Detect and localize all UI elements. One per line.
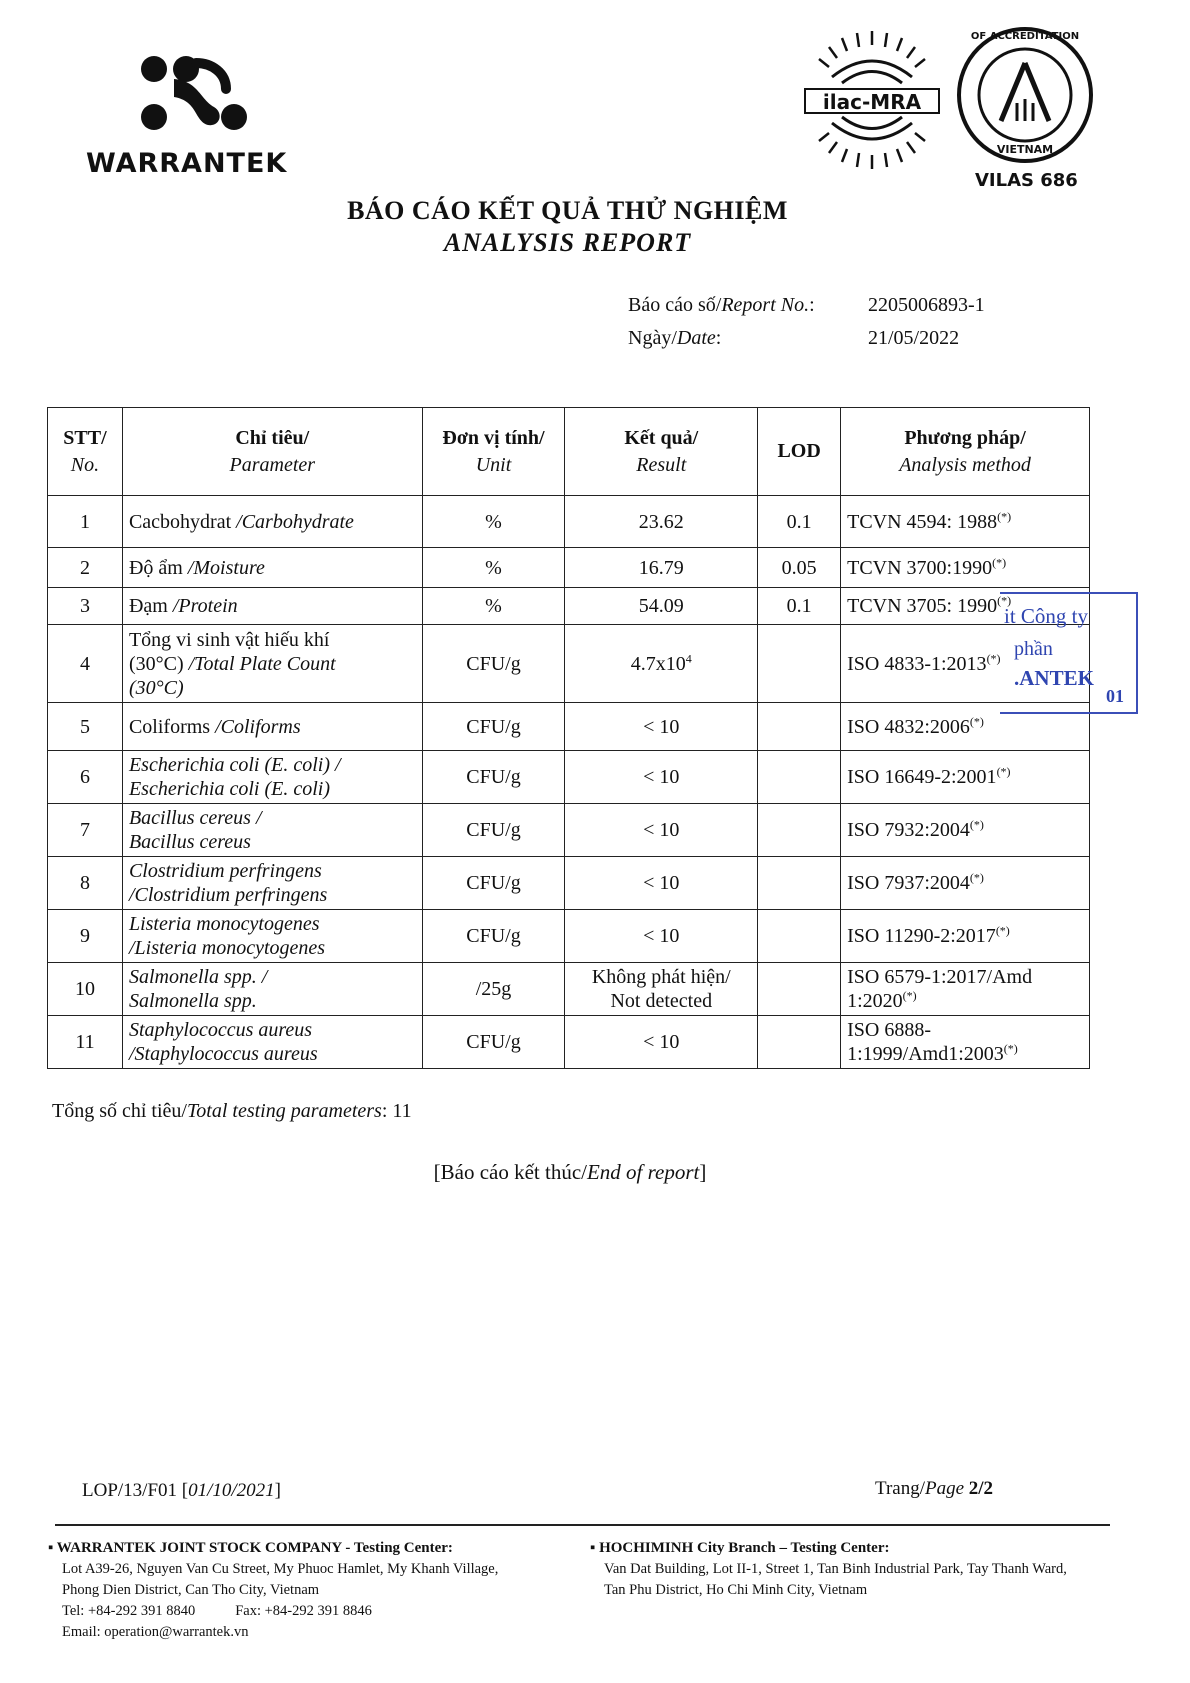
end-of-report: [Báo cáo kết thúc/End of report] [433, 1160, 707, 1184]
row-result: < 10 [565, 910, 758, 963]
header-unit: Đơn vị tính/ Unit [422, 408, 565, 496]
row-method: ISO 4832:2006(*) [841, 703, 1090, 751]
page-number: Trang/Page 2/2 [875, 1478, 994, 1499]
row-unit: % [422, 496, 565, 548]
row-method: TCVN 4594: 1988(*) [841, 496, 1090, 548]
row-parameter: Escherichia coli (E. coli) / Escherichia coli (E. coli) [122, 751, 422, 804]
row-method: ISO 7932:2004(*) [841, 804, 1090, 857]
row-no: 11 [48, 1016, 123, 1069]
row-unit: CFU/g [422, 625, 565, 703]
table-row [48, 496, 1090, 548]
row-parameter: Salmonella spp. / Salmonella spp. [122, 963, 422, 1016]
row-lod [758, 703, 841, 751]
row-parameter: Cacbohydrat /Carbohydrate [122, 496, 422, 548]
row-method: ISO 11290-2:2017(*) [841, 910, 1090, 963]
table-row [48, 804, 1090, 857]
header-method: Phương pháp/ Analysis method [841, 408, 1090, 496]
row-no: 2 [48, 548, 123, 588]
header-result: Kết quả/ Result [565, 408, 758, 496]
row-method: ISO 6579-1:2017/Amd 1:2020(*) [841, 963, 1090, 1016]
row-no: 10 [48, 963, 123, 1016]
row-unit: CFU/g [422, 703, 565, 751]
row-result: $4.7x10^4$ [565, 625, 758, 703]
row-parameter: Đạm /Protein [122, 588, 422, 625]
row-result: < 10 [565, 751, 758, 804]
ilac-mra-seal-icon [797, 25, 947, 175]
report-title-vn: BÁO CÁO KẾT QUẢ THỬ NGHIỆM [347, 196, 788, 225]
row-parameter: Staphylococcus aureus /Staphylococcus aureus [122, 1016, 422, 1069]
row-result: 54.09 [565, 588, 758, 625]
table-row [48, 625, 1090, 703]
row-method: ISO 7937:2004(*) [841, 857, 1090, 910]
header-parameter: Chỉ tiêu/ Parameter [122, 408, 422, 496]
table-row [48, 963, 1090, 1016]
row-unit: % [422, 548, 565, 588]
row-unit: CFU/g [422, 751, 565, 804]
row-lod [758, 751, 841, 804]
table-row [48, 703, 1090, 751]
report-no-label: Báo cáo số/Report No.: [628, 294, 815, 316]
header-stt: STT/ No. [48, 408, 123, 496]
row-parameter: Bacillus cereus / Bacillus cereus [122, 804, 422, 857]
ilac-text: ilac-MRA [822, 90, 922, 114]
row-lod [758, 625, 841, 703]
row-unit: CFU/g [422, 804, 565, 857]
table-row [48, 751, 1090, 804]
warrantek-logo-icon [138, 55, 256, 133]
table-row [48, 910, 1090, 963]
row-lod [758, 804, 841, 857]
table-row [48, 548, 1090, 588]
footer-right-address: ▪ HOCHIMINH City Branch – Testing Center: Van Dat Building, Lot II-1, Street 1, Tan Binh Industrial Park, Tay Thanh Ward, Tan Phu District, Ho Chi Minh City, Vietnam [590, 1540, 1067, 1598]
row-lod [758, 963, 841, 1016]
row-method: ISO 4833-1:2013(*) [841, 625, 1090, 703]
footer-divider [55, 1524, 1110, 1526]
row-result: < 10 [565, 804, 758, 857]
company-logo-text: WARRANTEK [86, 148, 288, 179]
report-no-value: 2205006893-1 [868, 294, 985, 316]
total-parameters: Tổng số chỉ tiêu/Total testing parameters: 11 [52, 1100, 412, 1122]
row-no: 5 [48, 703, 123, 751]
date-value: 21/05/2022 [868, 327, 960, 349]
row-no: 6 [48, 751, 123, 804]
boa-country-text: VIETNAM [996, 143, 1054, 156]
row-result: 23.62 [565, 496, 758, 548]
row-no: 9 [48, 910, 123, 963]
row-result: 16.79 [565, 548, 758, 588]
row-lod [758, 1016, 841, 1069]
boa-seal-icon [955, 25, 1095, 165]
row-result: Không phát hiện/ Not detected [565, 963, 758, 1016]
row-parameter: Clostridium perfringens /Clostridium perfringens [122, 857, 422, 910]
form-code: LOP/13/F01 [01/10/2021] [82, 1480, 281, 1501]
row-no: 7 [48, 804, 123, 857]
report-title-en: ANALYSIS REPORT [443, 228, 692, 257]
table-row [48, 857, 1090, 910]
row-lod: 0.1 [758, 588, 841, 625]
table-header-row [48, 408, 1090, 496]
row-method: TCVN 3705: 1990(*) [841, 588, 1090, 625]
table-row [48, 588, 1090, 625]
company-stamp: it Công ty phần .ANTEK 01 [1000, 592, 1138, 714]
row-parameter: Listeria monocytogenes /Listeria monocytogenes [122, 910, 422, 963]
row-unit: CFU/g [422, 857, 565, 910]
vilas-label: VILAS 686 [975, 170, 1078, 191]
row-unit: /25g [422, 963, 565, 1016]
row-no: 4 [48, 625, 123, 703]
row-lod: 0.1 [758, 496, 841, 548]
row-lod [758, 910, 841, 963]
results-table [47, 407, 1090, 1069]
footer-left-address: ▪ WARRANTEK JOINT STOCK COMPANY - Testing Center: Lot A39-26, Nguyen Van Cu Street, My Phuoc Hamlet, My Khanh Village, Phong Dien District, Can Tho City, Vietnam Tel: +84-292 391 8840 Fax: +84-292 391 8846 Email: operation@warrantek.vn [48, 1540, 499, 1640]
row-lod: 0.05 [758, 548, 841, 588]
row-result: < 10 [565, 857, 758, 910]
row-parameter: Coliforms /Coliforms [122, 703, 422, 751]
row-result: < 10 [565, 703, 758, 751]
table-row [48, 1016, 1090, 1069]
row-unit: CFU/g [422, 1016, 565, 1069]
row-no: 1 [48, 496, 123, 548]
row-parameter: Tổng vi sinh vật hiếu khí (30°C) /Total Plate Count (30°C) [122, 625, 422, 703]
row-lod [758, 857, 841, 910]
svg-text:OF ACCREDITATION: OF ACCREDITATION [970, 31, 1080, 42]
row-unit: CFU/g [422, 910, 565, 963]
row-no: 3 [48, 588, 123, 625]
row-result: < 10 [565, 1016, 758, 1069]
row-method: ISO 16649-2:2001(*) [841, 751, 1090, 804]
header-lod: LOD [758, 408, 841, 496]
row-method: ISO 6888- 1:1999/Amd1:2003(*) [841, 1016, 1090, 1069]
date-label: Ngày/Date: [628, 327, 722, 349]
row-parameter: Độ ẩm /Moisture [122, 548, 422, 588]
row-method: TCVN 3700:1990(*) [841, 548, 1090, 588]
row-no: 8 [48, 857, 123, 910]
row-unit: % [422, 588, 565, 625]
